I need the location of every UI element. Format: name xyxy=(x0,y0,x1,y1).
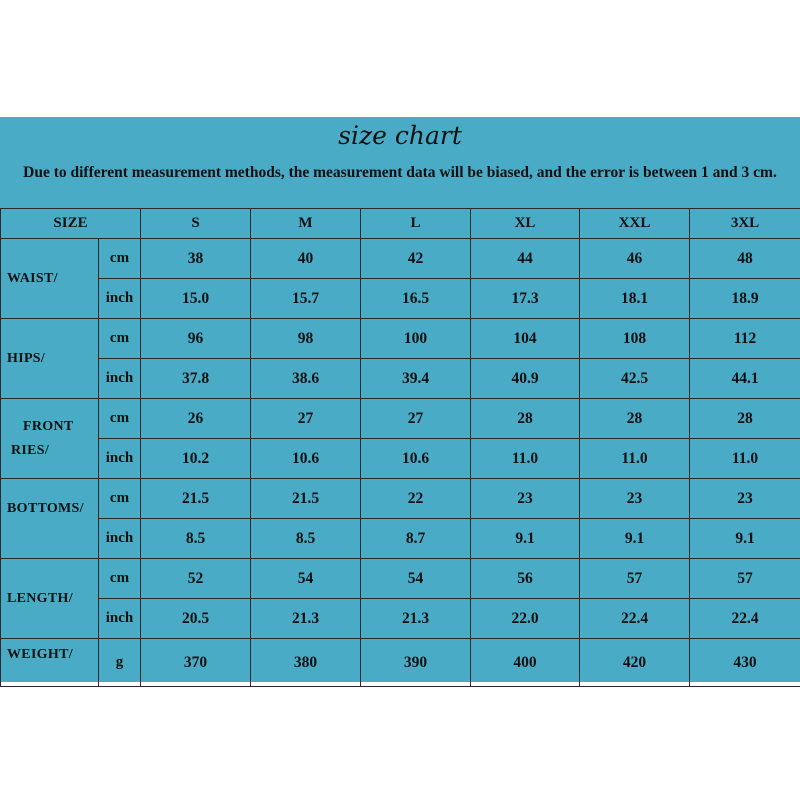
row-label-line: FRONT xyxy=(23,418,74,434)
size-s-header: S xyxy=(141,209,251,239)
unit-label: inch xyxy=(99,359,141,399)
value-cell: 38.6 xyxy=(251,359,361,399)
value-cell: 57 xyxy=(580,559,690,599)
value-cell: 96 xyxy=(141,319,251,359)
value-cell: 11.0 xyxy=(471,439,580,479)
measurement-note: Due to different measurement methods, the measurement data will be biased, and the error is between 1 and 3 cm. xyxy=(23,164,777,181)
size-m-header: M xyxy=(251,209,361,239)
value-cell: 420 xyxy=(580,639,690,687)
chart-title: size chart xyxy=(338,121,462,150)
table-row xyxy=(1,599,800,639)
value-cell: 37.8 xyxy=(141,359,251,399)
value-cell: 21.3 xyxy=(251,599,361,639)
value-cell: 104 xyxy=(471,319,580,359)
value-cell: 48 xyxy=(690,239,800,279)
value-cell: 28 xyxy=(580,399,690,439)
row-label-length: LENGTH/ xyxy=(1,559,99,639)
value-cell: 22.4 xyxy=(580,599,690,639)
value-cell: 44.1 xyxy=(690,359,800,399)
value-cell: 28 xyxy=(471,399,580,439)
value-cell: 40 xyxy=(251,239,361,279)
value-cell: 57 xyxy=(690,559,800,599)
value-cell: 28 xyxy=(690,399,800,439)
unit-label: g xyxy=(99,639,141,687)
size-header: SIZE xyxy=(1,209,141,239)
value-cell: 52 xyxy=(141,559,251,599)
table-row xyxy=(1,439,800,479)
value-cell: 54 xyxy=(251,559,361,599)
value-cell: 100 xyxy=(361,319,471,359)
table-row xyxy=(1,559,800,599)
value-cell: 54 xyxy=(361,559,471,599)
value-cell: 46 xyxy=(580,239,690,279)
value-cell: 9.1 xyxy=(690,519,800,559)
value-cell: 400 xyxy=(471,639,580,687)
value-cell: 98 xyxy=(251,319,361,359)
value-cell: 21.5 xyxy=(141,479,251,519)
unit-label: inch xyxy=(99,439,141,479)
table-row xyxy=(1,519,800,559)
size-table xyxy=(0,208,800,687)
table-row xyxy=(1,399,800,439)
value-cell: 10.6 xyxy=(361,439,471,479)
unit-label: cm xyxy=(99,559,141,599)
value-cell: 23 xyxy=(471,479,580,519)
value-cell: 108 xyxy=(580,319,690,359)
value-cell: 380 xyxy=(251,639,361,687)
value-cell: 10.6 xyxy=(251,439,361,479)
unit-label: cm xyxy=(99,399,141,439)
value-cell: 11.0 xyxy=(580,439,690,479)
value-cell: 8.5 xyxy=(251,519,361,559)
header-row xyxy=(1,209,800,239)
value-cell: 42.5 xyxy=(580,359,690,399)
value-cell: 44 xyxy=(471,239,580,279)
row-label-waist: WAIST/ xyxy=(1,239,99,319)
table-row xyxy=(1,279,800,319)
unit-label: inch xyxy=(99,279,141,319)
value-cell: 430 xyxy=(690,639,800,687)
unit-label: inch xyxy=(99,519,141,559)
table-row xyxy=(1,319,800,359)
table-row xyxy=(1,359,800,399)
value-cell: 9.1 xyxy=(471,519,580,559)
value-cell: 15.0 xyxy=(141,279,251,319)
value-cell: 56 xyxy=(471,559,580,599)
unit-label: cm xyxy=(99,479,141,519)
value-cell: 15.7 xyxy=(251,279,361,319)
value-cell: 112 xyxy=(690,319,800,359)
size-xl-header: XL xyxy=(471,209,580,239)
value-cell: 38 xyxy=(141,239,251,279)
chart-header xyxy=(0,117,800,208)
unit-label: cm xyxy=(99,239,141,279)
size-xxl-header: XXL xyxy=(580,209,690,239)
value-cell: 21.5 xyxy=(251,479,361,519)
value-cell: 18.9 xyxy=(690,279,800,319)
value-cell: 21.3 xyxy=(361,599,471,639)
value-cell: 18.1 xyxy=(580,279,690,319)
unit-label: cm xyxy=(99,319,141,359)
value-cell: 10.2 xyxy=(141,439,251,479)
value-cell: 8.5 xyxy=(141,519,251,559)
size-l-header: L xyxy=(361,209,471,239)
row-label-line: RIES/ xyxy=(11,442,50,458)
value-cell: 20.5 xyxy=(141,599,251,639)
value-cell: 40.9 xyxy=(471,359,580,399)
value-cell: 26 xyxy=(141,399,251,439)
row-label-weight: WEIGHT/ xyxy=(1,639,99,687)
value-cell: 11.0 xyxy=(690,439,800,479)
table-row xyxy=(1,479,800,519)
value-cell: 27 xyxy=(251,399,361,439)
value-cell: 17.3 xyxy=(471,279,580,319)
unit-label: inch xyxy=(99,599,141,639)
value-cell: 23 xyxy=(580,479,690,519)
row-label-hips: HIPS/ xyxy=(1,319,99,399)
value-cell: 9.1 xyxy=(580,519,690,559)
row-label-bottoms: BOTTOMS/ xyxy=(1,479,99,559)
value-cell: 16.5 xyxy=(361,279,471,319)
value-cell: 390 xyxy=(361,639,471,687)
value-cell: 22 xyxy=(361,479,471,519)
row-label-front-ries xyxy=(1,399,99,479)
table-row xyxy=(1,639,800,687)
value-cell: 22.0 xyxy=(471,599,580,639)
value-cell: 22.4 xyxy=(690,599,800,639)
size-chart xyxy=(0,117,800,682)
value-cell: 39.4 xyxy=(361,359,471,399)
value-cell: 42 xyxy=(361,239,471,279)
value-cell: 8.7 xyxy=(361,519,471,559)
size-3xl-header: 3XL xyxy=(690,209,800,239)
value-cell: 27 xyxy=(361,399,471,439)
table-row xyxy=(1,239,800,279)
value-cell: 370 xyxy=(141,639,251,687)
value-cell: 23 xyxy=(690,479,800,519)
